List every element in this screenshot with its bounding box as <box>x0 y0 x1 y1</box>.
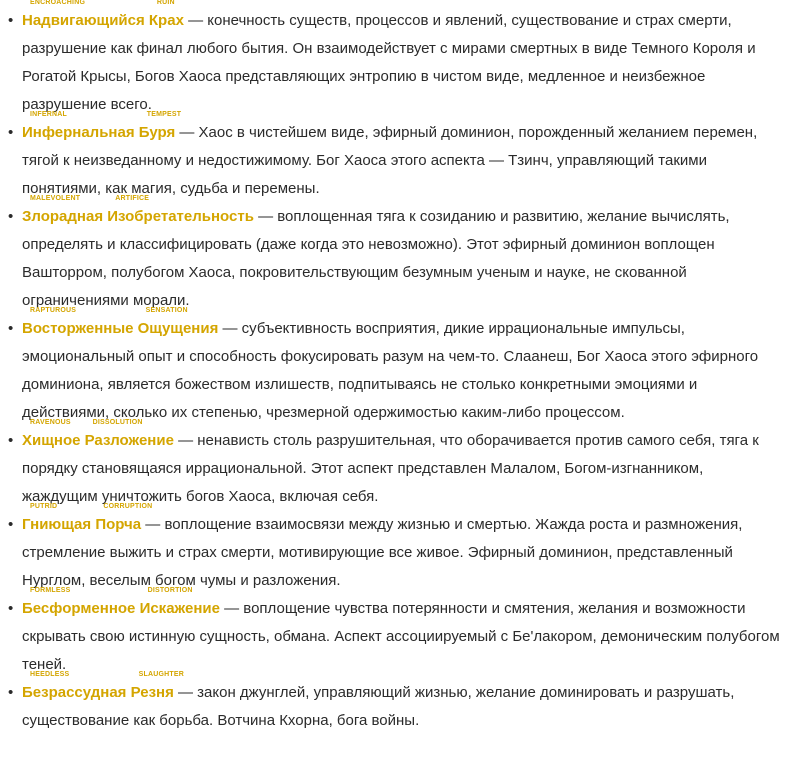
aspect-term <box>22 419 174 455</box>
term-word-text: Изобретательность <box>107 208 254 225</box>
term-word <box>22 111 135 147</box>
list-item <box>8 111 780 203</box>
term-word-text: Ощущения <box>137 320 219 337</box>
aspect-term <box>22 0 184 35</box>
term-word <box>130 671 184 707</box>
term-word-text: Хищное <box>22 432 81 449</box>
term-gloss: RAVENOUS <box>30 419 71 426</box>
aspect-description: — воплощенная тяга к созиданию и развитию, желание вычислять, определять и классифицировать (даже когда это невозможно). Этот эфирный доминион воплощен Вашторром, полубогом Хаоса, покровительствующим безумным ученым и науке, не скованной ограничениями морали. <box>22 208 730 309</box>
aspect-term <box>22 587 220 623</box>
term-gloss: RAPTUROUS <box>30 307 77 314</box>
term-word-text: Порча <box>95 516 142 533</box>
term-gloss: FORMLESS <box>30 587 71 594</box>
aspect-term <box>22 307 219 343</box>
list-item <box>8 503 780 595</box>
term-gloss: CORRUPTION <box>103 503 153 510</box>
term-gloss: ARTIFICE <box>115 195 150 202</box>
bullet-icon: • <box>8 320 14 337</box>
term-gloss: SLAUGHTER <box>138 671 184 678</box>
bullet-icon: • <box>8 12 14 29</box>
term-gloss: HEEDLESS <box>30 671 70 678</box>
term-word <box>22 0 145 35</box>
term-gloss: ENCROACHING <box>30 0 86 6</box>
aspect-description: — Хаос в чистейшем виде, эфирный доминион, порожденный желанием перемен, тягой к неизведанному и недостижимому. Бог Хаоса этого аспекта — Тзинч, управляющий такими понятиями, как магия, судьба и перемены. <box>22 124 758 197</box>
bullet-icon: • <box>8 516 14 533</box>
term-word <box>84 419 174 455</box>
term-word <box>139 587 220 623</box>
list-item <box>8 307 780 427</box>
term-word <box>148 0 184 35</box>
aspect-term <box>22 503 153 539</box>
term-word-text: Крах <box>148 12 184 29</box>
bullet-icon: • <box>8 600 14 617</box>
list-item <box>8 671 780 735</box>
term-word-text: Разложение <box>84 432 174 449</box>
aspect-description: — субъективность восприятия, дикие иррациональные импульсы, эмоциональный опыт и способность фокусировать разум на чем-то. Слаанеш, Бог Хаоса этого эфирного доминиона, является божеством излишеств, подпитываясь не столько конкретными эмоциями и действиями, сколько их степенью, чрезмерной одержимостью каким-либо процессом. <box>22 320 759 421</box>
aspect-description: — конечность существ, процессов и явлений, существование и страх смерти, разрушение как финал любого бытия. Он взаимодействует с мирами смертных в виде Темного Короля и Рогатой Крысы, Богов Хаоса представляющих энтропию в чистом виде, медленное и неизбежное разрушение всего. <box>22 12 756 113</box>
bullet-icon: • <box>8 432 14 449</box>
term-gloss: DISTORTION <box>147 587 193 594</box>
term-word <box>138 111 182 147</box>
term-word-text: Искажение <box>139 600 220 617</box>
term-gloss: PUTRID <box>30 503 58 510</box>
aspect-description: — ненависть столь разрушительная, что оборачивается против самого себя, тяга к порядку становящаяся иррациональной. Этот аспект представлен Малалом, Богом-изгнанником, жаждущим уничтожить богов Хаоса, включая себя. <box>22 432 759 505</box>
term-word <box>22 671 127 707</box>
aspect-term <box>22 111 182 147</box>
list-item <box>8 419 780 511</box>
term-gloss: RUIN <box>156 0 175 6</box>
bullet-icon: • <box>8 684 14 701</box>
list-item <box>8 0 780 119</box>
term-word <box>22 307 134 343</box>
aspect-description: — закон джунглей, управляющий жизнью, желание доминировать и разрушать, существование как борьба. Вотчина Кхорна, бога войны. <box>22 684 735 729</box>
term-word-text: Надвигающийся <box>22 12 145 29</box>
list-item <box>8 587 780 679</box>
term-word-text: Буря <box>138 124 176 141</box>
term-word-text: Инфернальная <box>22 124 135 141</box>
term-gloss: TEMPEST <box>146 111 182 118</box>
term-word-text: Бесформенное <box>22 600 136 617</box>
aspect-description: — воплощение чувства потерянности и смятения, желания и возможности скрывать свою истинную сущность, обмана. Аспект ассоциируемый с Бе'лакором, демоническим полубогом теней. <box>22 600 780 673</box>
term-word <box>22 503 92 539</box>
aspect-description: — воплощение взаимосвязи между жизнью и смертью. Жажда роста и размножения, стремление выжить и страх смерти, мотивирующие все живое. Эфирный доминион, представленный Нурглом, веселым богом чумы и разложения. <box>22 516 743 589</box>
bullet-icon: • <box>8 208 14 225</box>
term-word-text: Гниющая <box>22 516 92 533</box>
term-gloss: MALEVOLENT <box>30 195 81 202</box>
bullet-icon: • <box>8 124 14 141</box>
term-word <box>22 195 104 231</box>
term-word <box>22 587 136 623</box>
term-word-text: Восторженные <box>22 320 134 337</box>
term-gloss: SENSATION <box>145 307 188 314</box>
term-word <box>107 195 254 231</box>
term-gloss: INFERNAL <box>30 111 67 118</box>
term-word <box>95 503 153 539</box>
term-word-text: Злорадная <box>22 208 104 225</box>
aspect-term <box>22 671 184 707</box>
term-gloss: DISSOLUTION <box>92 419 143 426</box>
term-word <box>137 307 219 343</box>
list-item <box>8 195 780 315</box>
aspect-term <box>22 195 254 231</box>
term-word-text: Резня <box>130 684 174 701</box>
term-word <box>22 419 81 455</box>
term-word-text: Безрассудная <box>22 684 127 701</box>
